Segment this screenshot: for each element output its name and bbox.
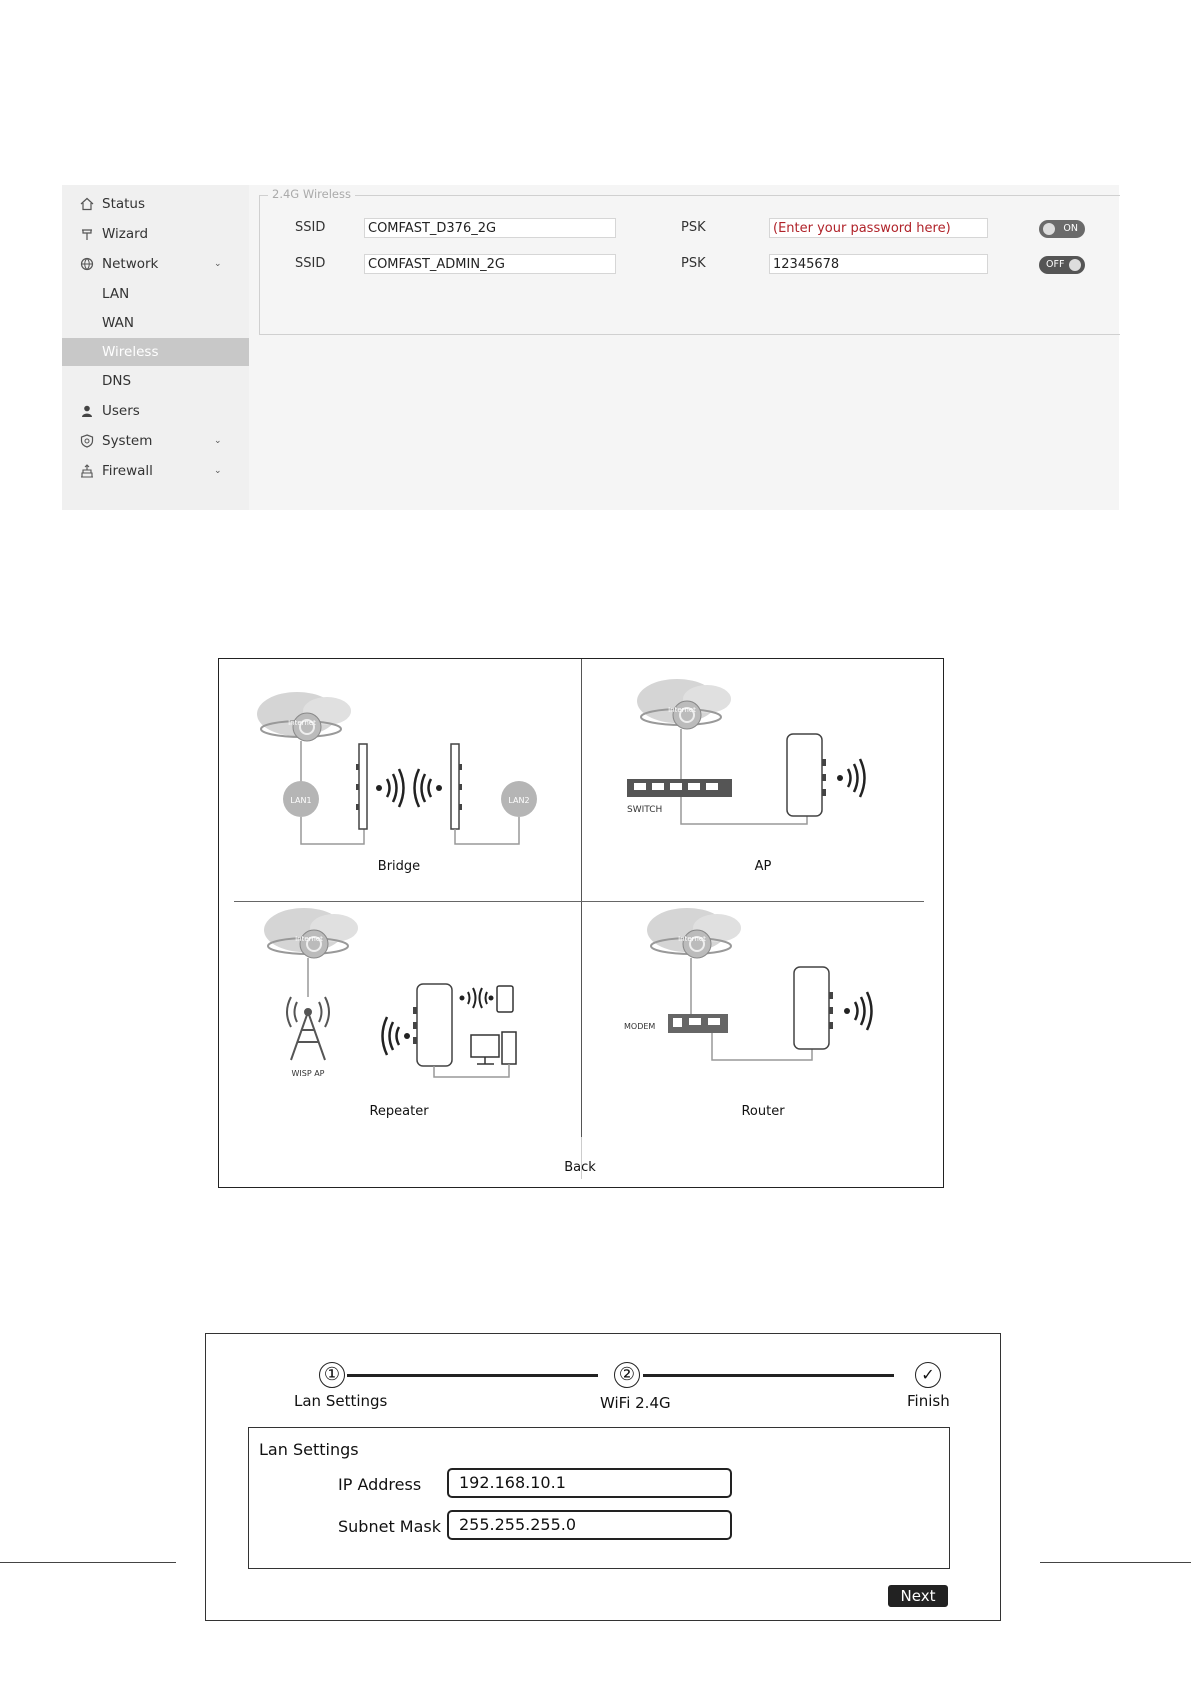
wifi-signal-icon [837, 759, 865, 797]
sidebar-item-label: Users [102, 403, 140, 419]
mode-ap[interactable] [582, 659, 944, 901]
section-title: Lan Settings [259, 1440, 359, 1459]
lan-settings-section [248, 1427, 950, 1569]
step-connector [643, 1374, 894, 1377]
wifi-signal-icon [460, 988, 494, 1008]
ssid-label: SSID [295, 220, 326, 235]
wireless-settings [249, 185, 1119, 510]
subnet-mask-input[interactable]: 255.255.255.0 [447, 1510, 732, 1540]
sidebar-item-label: DNS [102, 373, 132, 389]
sidebar-item-label: Firewall [102, 463, 153, 479]
page-rule [0, 1562, 176, 1563]
page-rule [1040, 1562, 1191, 1563]
mode-label: Router [741, 1104, 785, 1119]
computer-icon [471, 1032, 516, 1064]
sidebar-item-firewall[interactable] [62, 457, 249, 485]
sidebar-item-label: System [102, 433, 153, 449]
sidebar-item-label: LAN [102, 286, 130, 302]
svg-text:LAN2: LAN2 [508, 796, 530, 805]
sidebar-item-label: WAN [102, 315, 134, 331]
toggle-knob [1069, 259, 1081, 271]
internet-cloud-icon [264, 908, 358, 958]
tower-icon [287, 997, 329, 1060]
sidebar-item-users[interactable] [62, 397, 249, 425]
toggle-state: ON [1063, 223, 1078, 234]
psk-input[interactable]: (Enter your password here) [769, 218, 988, 238]
sidebar-item-wan[interactable] [62, 309, 249, 337]
phone-icon [497, 986, 513, 1012]
psk-label: PSK [681, 256, 706, 271]
wifi-signal-icon [383, 1017, 411, 1055]
mode-selection-panel [218, 658, 944, 1188]
chevron-down-icon: ⌄ [214, 436, 222, 446]
shield-icon [79, 434, 94, 449]
mode-label: AP [754, 859, 772, 874]
internet-cloud-icon [647, 908, 741, 958]
signpost-icon [79, 227, 94, 242]
cpe-device-icon [359, 744, 367, 829]
wifi-toggle[interactable] [1039, 220, 1085, 238]
user-icon [79, 404, 94, 419]
chevron-down-icon: ⌄ [214, 259, 222, 269]
sidebar-item-wizard[interactable] [62, 220, 249, 248]
check-icon: ✓ [915, 1362, 941, 1388]
back-button[interactable]: Back [564, 1160, 596, 1175]
wifi-toggle[interactable] [1039, 256, 1085, 274]
fieldset-legend: 2.4G Wireless [268, 187, 355, 201]
sidebar-item-status[interactable] [62, 190, 249, 218]
router-admin-panel [62, 185, 1119, 510]
mode-bridge[interactable] [219, 659, 581, 901]
mode-label: Repeater [369, 1104, 429, 1119]
internet-tag: Internet [288, 719, 316, 727]
wifi-signal-icon [844, 992, 872, 1030]
setup-wizard [205, 1333, 1001, 1621]
svg-text:Internet: Internet [678, 935, 706, 943]
ip-address-label: IP Address [338, 1475, 422, 1494]
sidebar-item-label: Wizard [102, 226, 149, 242]
step-2-indicator: ② [614, 1362, 640, 1388]
mode-router[interactable] [582, 902, 944, 1137]
step-connector [347, 1374, 598, 1377]
ssid-input[interactable]: COMFAST_ADMIN_2G [364, 254, 616, 274]
mode-label: Bridge [377, 859, 421, 874]
svg-text:MODEM: MODEM [624, 1022, 656, 1031]
cpe-device-icon [417, 984, 452, 1066]
internet-cloud-icon [637, 679, 731, 729]
sidebar-item-network[interactable] [62, 250, 249, 278]
sidebar [62, 185, 249, 510]
step-2-label: WiFi 2.4G [600, 1394, 671, 1412]
toggle-state: OFF [1046, 259, 1065, 270]
svg-text:Internet: Internet [668, 706, 696, 714]
svg-text:WISP AP: WISP AP [291, 1069, 325, 1078]
svg-text:LAN1: LAN1 [290, 796, 312, 805]
cpe-device-icon [451, 744, 459, 829]
step-3-label: Finish [907, 1392, 950, 1410]
subnet-mask-label: Subnet Mask [338, 1517, 442, 1536]
internet-cloud-icon [257, 692, 351, 741]
repeater-diagram [219, 902, 581, 1137]
wireless-fieldset [259, 187, 1120, 335]
toggle-knob [1043, 223, 1055, 235]
wifi-signal-icon [376, 769, 442, 807]
sidebar-item-label: Status [102, 196, 146, 212]
firewall-icon [79, 464, 94, 479]
svg-text:SWITCH: SWITCH [627, 805, 663, 815]
cpe-device-icon [787, 734, 822, 816]
svg-text:Internet: Internet [295, 935, 323, 943]
sidebar-item-label: Wireless [102, 344, 159, 360]
ip-address-input[interactable]: 192.168.10.1 [447, 1468, 732, 1498]
sidebar-item-lan[interactable] [62, 280, 249, 308]
sidebar-item-label: Network [102, 256, 159, 272]
next-button[interactable]: Next [888, 1585, 948, 1607]
ssid-input[interactable]: COMFAST_D376_2G [364, 218, 616, 238]
globe-icon [79, 257, 94, 272]
ssid-label: SSID [295, 256, 326, 271]
router-diagram [582, 902, 944, 1137]
step-1-indicator: ① [319, 1362, 345, 1388]
step-1-label: Lan Settings [294, 1392, 388, 1410]
chevron-down-icon: ⌄ [214, 466, 222, 476]
psk-input[interactable]: 12345678 [769, 254, 988, 274]
cpe-device-icon [794, 967, 829, 1049]
sidebar-item-dns[interactable] [62, 367, 249, 395]
psk-label: PSK [681, 220, 706, 235]
sidebar-item-system[interactable] [62, 427, 249, 455]
home-icon [79, 197, 94, 212]
mode-repeater[interactable] [219, 902, 581, 1137]
sidebar-item-wireless[interactable] [62, 338, 249, 366]
